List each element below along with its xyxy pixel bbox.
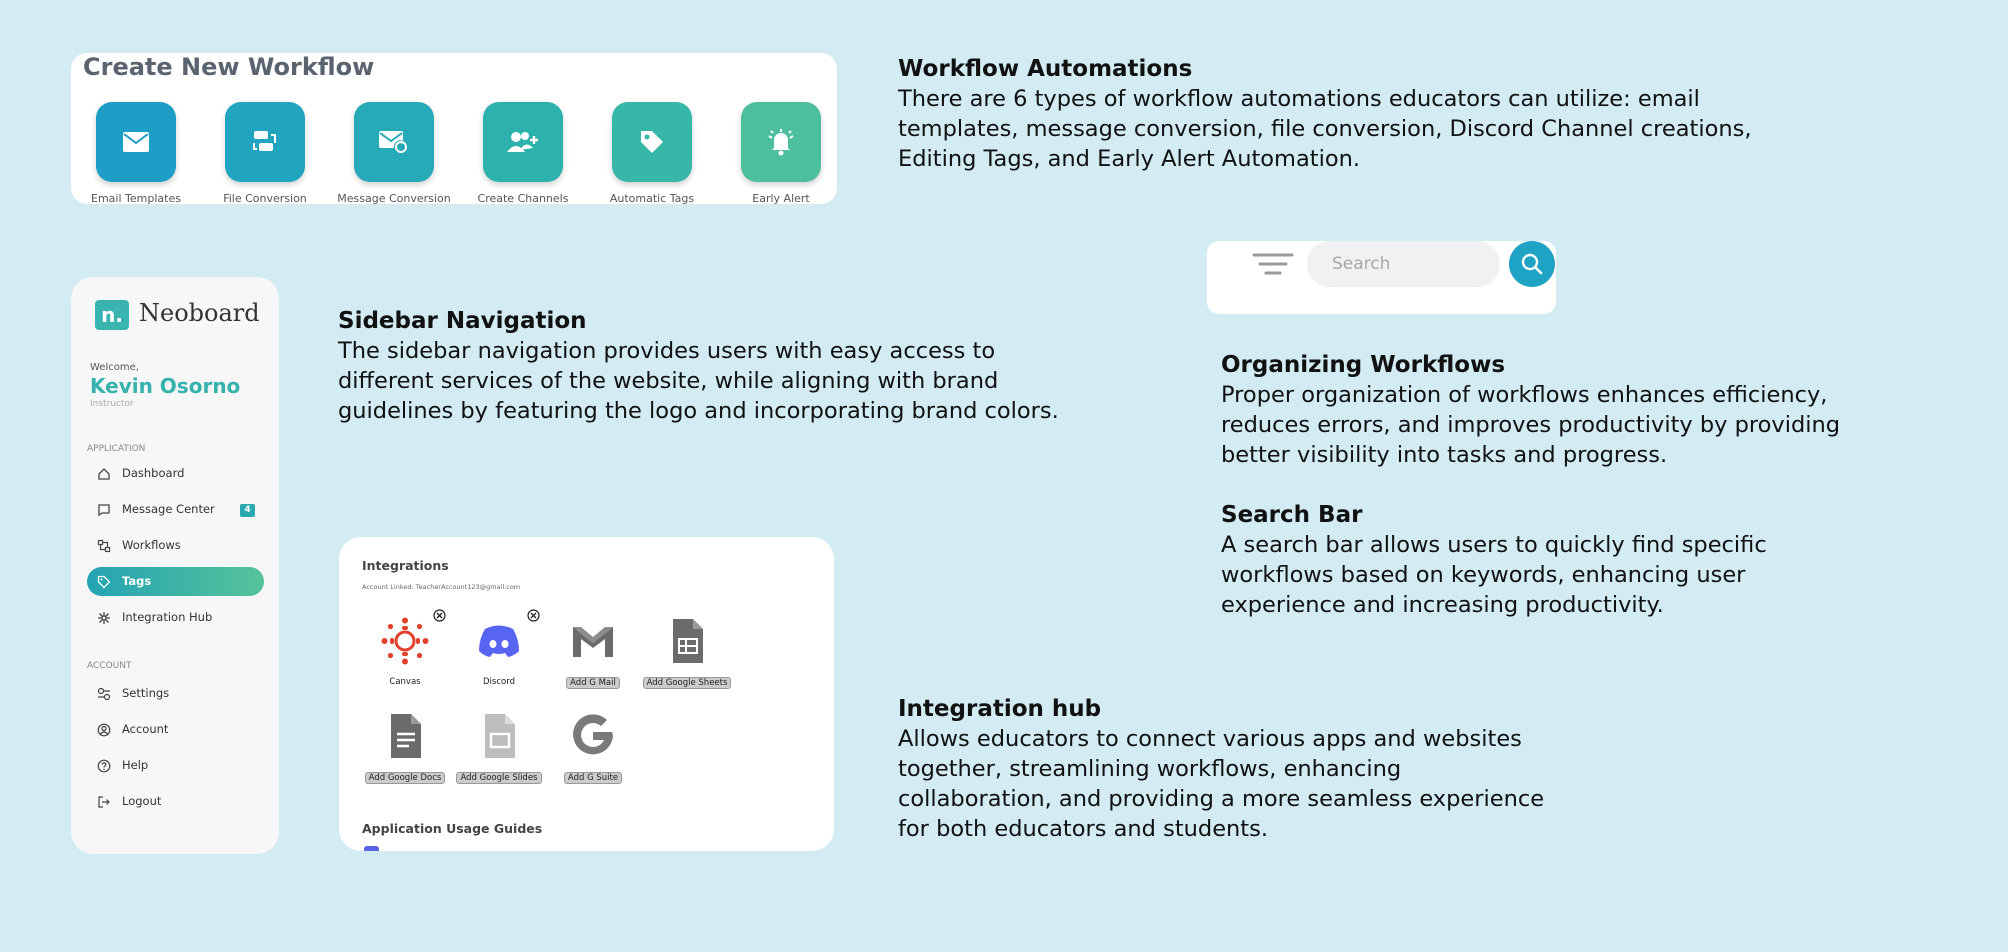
description-line: better visibility into tasks and progress. <box>1221 442 1668 468</box>
workflow-tile[interactable] <box>225 102 305 182</box>
workflow-file-conversion[interactable] <box>200 102 330 207</box>
description-line: Editing Tags, and Early Alert Automation. <box>898 146 1360 172</box>
workflow-label: Automatic Tags <box>609 192 695 205</box>
description-line: reduces errors, and improves productivity by providing <box>1221 412 1841 438</box>
integration-gmail[interactable] <box>541 617 641 707</box>
filter-icon[interactable] <box>1252 251 1294 281</box>
description-line: experience and increasing productivity. <box>1221 592 1664 618</box>
workflow-message-conversion[interactable] <box>329 102 459 207</box>
workflow-label: File Conversion <box>223 192 307 205</box>
integrations-title: Integrations <box>362 558 449 573</box>
chat-icon <box>97 503 111 517</box>
sidebar-item-label: Message Center <box>122 502 215 516</box>
description-heading: Sidebar Navigation <box>338 308 587 334</box>
search-button[interactable] <box>1509 241 1555 287</box>
add-users-icon <box>507 130 539 154</box>
integrations-card <box>339 537 834 851</box>
integration-hub-description <box>898 694 1544 844</box>
integration-google-sheets[interactable] <box>635 617 735 707</box>
sidebar-item-integration-hub[interactable] <box>87 603 264 632</box>
workflow-early-alert[interactable] <box>716 102 846 207</box>
sidebar-item-tags[interactable] <box>87 567 264 596</box>
usage-guides-title: Application Usage Guides <box>362 821 543 836</box>
workflow-icon <box>97 539 111 553</box>
description-line: Allows educators to connect various apps and websites <box>898 726 1522 752</box>
integration-label <box>635 677 739 689</box>
workflow-label: Email Templates <box>91 192 181 205</box>
workflow-tile[interactable] <box>483 102 563 182</box>
integration-label <box>353 772 457 784</box>
workflow-label: Create Channels <box>477 192 569 205</box>
workflow-email-templates[interactable] <box>71 102 201 207</box>
sidebar-item-label: Dashboard <box>122 466 185 480</box>
integration-discord[interactable] <box>447 617 547 707</box>
search-input[interactable] <box>1307 241 1500 287</box>
workflow-label: Message Conversion <box>337 192 451 205</box>
search-card <box>1207 241 1556 314</box>
user-role: Instructor <box>90 399 134 409</box>
tag-icon <box>97 575 111 589</box>
sidebar-item-workflows[interactable] <box>87 531 264 560</box>
google-docs-icon <box>381 712 429 760</box>
integration-canvas[interactable] <box>353 617 453 707</box>
google-slides-icon <box>475 712 523 760</box>
envelope-icon <box>123 132 149 152</box>
sidebar-item-label: Logout <box>122 794 162 808</box>
description-line: Proper organization of workflows enhances efficiency, <box>1221 382 1828 408</box>
workflow-create-channels[interactable] <box>458 102 588 207</box>
add-google-slides-button[interactable]: Add Google Slides <box>456 772 541 784</box>
workflow-tile[interactable] <box>741 102 821 182</box>
discord-icon <box>475 617 523 665</box>
workflow-tile[interactable] <box>612 102 692 182</box>
home-icon <box>97 467 111 481</box>
integration-label: Discord <box>483 677 515 687</box>
bell-alert-icon <box>766 128 796 156</box>
sidebar-item-label: Help <box>122 758 149 772</box>
file-convert-icon <box>251 128 279 156</box>
description-heading: Organizing Workflows <box>1221 352 1506 378</box>
hub-icon <box>97 611 111 625</box>
description-line: templates, message conversion, file conversion, Discord Channel creations, <box>898 116 1752 142</box>
settings-icon <box>97 687 111 701</box>
logout-icon <box>97 795 111 809</box>
gmail-icon <box>569 617 617 665</box>
organizing-workflows-description <box>1221 350 1840 470</box>
section-label-account: ACCOUNT <box>87 661 132 671</box>
canvas-icon <box>381 617 429 665</box>
notification-badge: 4 <box>240 504 255 517</box>
workflow-automatic-tags[interactable] <box>587 102 717 207</box>
integration-label <box>541 677 645 689</box>
sidebar-item-label: Workflows <box>122 538 181 552</box>
description-line: There are 6 types of workflow automations educators can utilize: email <box>898 86 1700 112</box>
logo-text: Neoboard <box>139 299 260 327</box>
section-label-application: APPLICATION <box>87 444 146 454</box>
sidebar-item-message-center[interactable] <box>87 495 264 524</box>
workflow-card-title: Create New Workflow <box>83 53 375 81</box>
welcome-text: Welcome, <box>90 362 139 373</box>
description-heading: Integration hub <box>898 696 1102 722</box>
account-icon <box>97 723 111 737</box>
remove-integration-icon[interactable] <box>433 609 446 622</box>
workflow-card <box>71 53 837 204</box>
integration-label: Canvas <box>389 677 421 687</box>
sidebar-item-logout[interactable] <box>87 787 264 816</box>
search-icon <box>1520 252 1544 276</box>
add-g-suite-button[interactable]: Add G Suite <box>564 772 622 784</box>
integration-google-slides[interactable] <box>447 712 547 802</box>
description-line: together, streamlining workflows, enhancing <box>898 756 1402 782</box>
account-linked-text: Account Linked: TeacherAccount123@gmail.com <box>362 583 521 591</box>
integration-google-docs[interactable] <box>353 712 453 802</box>
search-bar-description <box>1221 500 1767 620</box>
guide-item-icon <box>364 846 379 851</box>
workflow-label: Early Alert <box>752 192 810 205</box>
description-line: A search bar allows users to quickly find specific <box>1221 532 1767 558</box>
sidebar <box>71 277 279 854</box>
description-line: different services of the website, while aligning with brand <box>338 368 999 394</box>
sidebar-item-label: Tags <box>122 574 152 588</box>
workflow-tile[interactable] <box>96 102 176 182</box>
sidebar-item-account[interactable] <box>87 715 264 744</box>
help-icon <box>97 759 111 773</box>
add-google-docs-button[interactable]: Add Google Docs <box>365 772 446 784</box>
description-heading: Search Bar <box>1221 502 1363 528</box>
workflow-tile[interactable] <box>354 102 434 182</box>
sidebar-navigation-description <box>338 306 1059 426</box>
workflow-automations-description <box>898 54 1751 174</box>
description-line: for both educators and students. <box>898 816 1268 842</box>
user-name: Kevin Osorno <box>90 374 241 398</box>
sidebar-item-settings[interactable] <box>87 679 264 708</box>
integration-label <box>447 772 551 784</box>
description-line: workflows based on keywords, enhancing user <box>1221 562 1746 588</box>
integration-label <box>541 772 645 784</box>
sidebar-item-label: Integration Hub <box>122 610 213 624</box>
integration-g-suite[interactable] <box>541 712 641 802</box>
sidebar-item-help[interactable] <box>87 751 264 780</box>
sidebar-item-dashboard[interactable] <box>87 459 264 488</box>
message-convert-icon <box>379 129 409 155</box>
description-heading: Workflow Automations <box>898 56 1193 82</box>
remove-integration-icon[interactable] <box>527 609 540 622</box>
google-sheets-icon <box>663 617 711 665</box>
logo-mark: n. <box>95 300 129 330</box>
g-suite-icon <box>569 712 617 760</box>
add-gmail-button[interactable]: Add G Mail <box>566 677 620 689</box>
sidebar-item-label: Account <box>122 722 169 736</box>
add-google-sheets-button[interactable]: Add Google Sheets <box>643 677 732 689</box>
description-line: collaboration, and providing a more seamless experience <box>898 786 1545 812</box>
description-line: guidelines by featuring the logo and incorporating brand colors. <box>338 398 1059 424</box>
description-line: The sidebar navigation provides users with easy access to <box>338 338 996 364</box>
tag-icon <box>639 129 665 155</box>
sidebar-item-label: Settings <box>122 686 170 700</box>
